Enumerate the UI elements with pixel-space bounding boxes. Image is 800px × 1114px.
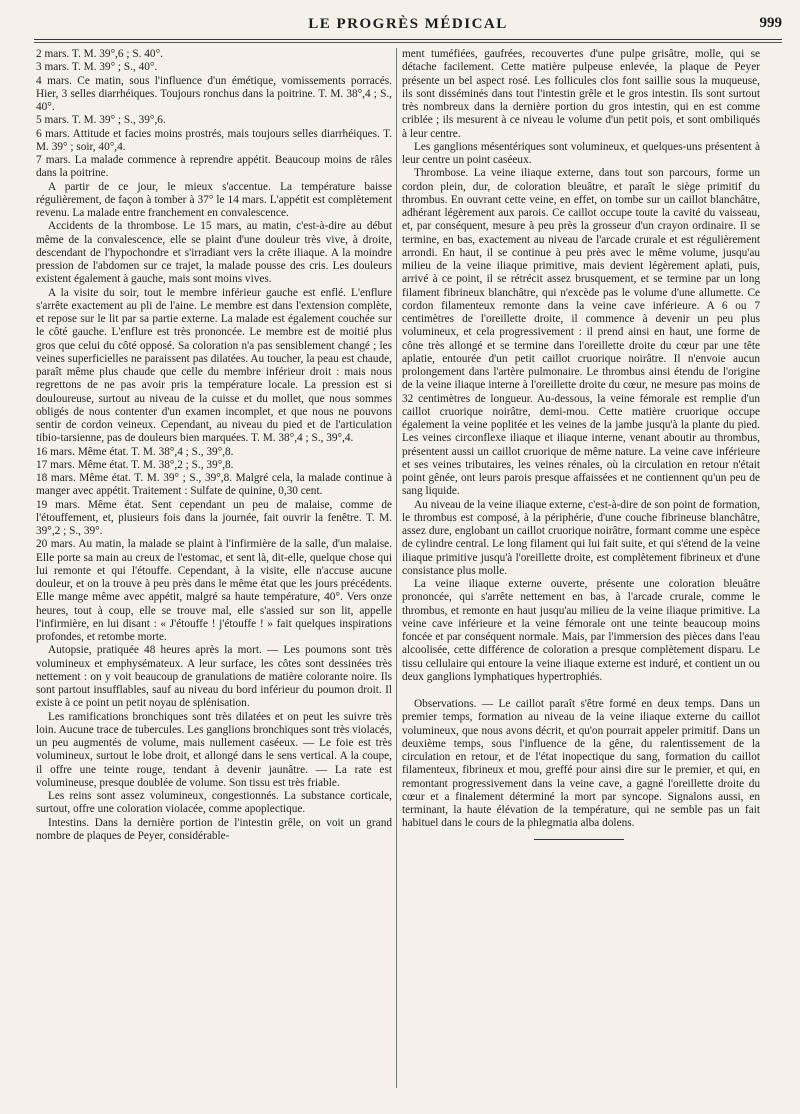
header-rule-thin [34,42,782,43]
paragraph: Autopsie, pratiquée 48 heures après la mort. — Les poumons sont très volumineux et emphysémateux. A leur surface, les côtes sont dessinées très nettement : on y voit beaucoup de granulations de matière colorante noire. Ils sont partout insufflables, sauf au niveau du bord inférieur du poumon droit. Il existe à ce point un petit noyau de splénisation. [36,644,392,710]
paragraph: 6 mars. Attitude et facies moins prostrés, mais toujours selles diarrhéiques. T. M. 39° ; soir, 40°,4. [36,127,392,153]
paragraph: 7 mars. La malade commence à reprendre appétit. Beaucoup moins de râles dans la poitrine. [36,154,392,180]
running-title: LE PROGRÈS MÉDICAL [308,15,508,32]
paragraph: Les ganglions mésentériques sont volumineux, et quelques-uns présentent à leur centre un point caséeux. [402,140,760,166]
paragraph: Intestins. Dans la dernière portion de l'intestin grêle, on voit un grand nombre de plaques de Peyer, considérable- [36,816,392,842]
paragraph: 5 mars. T. M. 39° ; S., 39°,6. [36,114,166,127]
paragraph: ment tuméfiées, gaufrées, recouvertes d'une pulpe grisâtre, molle, qui se détache facilement. Cette matière pulpeuse enlevée, la plaque de Peyer présente un bel aspect rosé. Les follicules clos font saillie sous la muqueuse, ils sont disséminés dans tout l'intestin grêle et le gros intestin. Ils sont surtout très nombreux dans la dernière portion du gros intestin, qui en est comme criblée ; ils mesurent à ce niveau le volume d'un petit pois, et sont ombiliqués à leur centre. [402,48,760,140]
paragraph: 16 mars. Même état. T. M. 38°,4 ; S., 39°,8. [36,445,234,458]
paragraph: 19 mars. Même état. Sent cependant un peu de malaise, comme de l'étouffement, et, plusieurs fois dans la journée, fait ouvrir la fenêtre. T. M. 39°,2 ; S., 39°. [36,498,392,537]
paragraph: A la visite du soir, tout le membre inférieur gauche est enflé. L'enflure s'arrête exactement au pli de l'aine. Le membre est dans l'extension complète, et repose sur le lit par sa partie externe. La malade est également couchée sur le côté gauche. L'enflure est très prononcée. Le membre est de moitié plus gros que celui du côté opposé. Sa coloration n'a pas sensiblement changé ; les veines superficielles ne paraissent pas dilatées. Au toucher, la peau est chaude, paraît même plus chaude que celle du membre inférieur droit : mais nous regrettons de ne pas avoir pris la température locale. La pression est si douloureuse, surtout au niveau de la cuisse et du mollet, que nous sommes obligés de nous contenter d'un examen incomplet, et que nous ne pouvons sentir de cordon veineux. Cependant, au niveau du pied et de l'articulation tibio-tarsienne, pas de douleurs bien marquées. T. M. 38°,4 ; S., 39°,4. [36,286,392,445]
paragraph: Thrombose. La veine iliaque externe, dans tout son parcours, forme un cordon plein, dur, de coloration bleuâtre, et paraît le siège primitif du thrombus. En ouvrant cette veine, en effet, on tombe sur un caillot blanchâtre, adhérant légèrement aux parois. Ce caillot occupe toute la cavité du vaisseau, et, par conséquent, mesure à peu près la grosseur d'un crayon ordinaire. Il se termine, en bas, exactement au niveau de l'arcade crurale et est régulièrement arrondi. En haut, il se continue à peu près avec le même volume, jusqu'au milieu de la veine iliaque primitive, mais devient légèrement aplati, puis, arrivé à ce point, il se rétrécit assez brusquement, et se termine par un long filament fibrineux blanchâtre, qui n'excède pas le volume d'une allumette. Ce cordon filamenteux remonte dans la veine cave inférieure. A 6 ou 7 centimètres de l'oreillette droite, il commence à devenir un peu plus volumineux, et cela progressivement : il prend ainsi en haut, une forme de cône très allongé et se termine dans l'oreillette droite du cœur par une tête aplatie, entourée d'un petit caillot cruorique noirâtre. Il n'envoie aucun prolongement dans l'artère pulmonaire. Le thrombus ainsi étendu de l'origine de la veine iliaque interne à l'oreillette droite du cœur, ne mesure pas moins de 32 centimètres de longueur. Au-dessous, la veine fémorale est remplie d'un caillot cruorique noirâtre, demi-mou. Cette matière cruorique occupe également la veine poplitée et les veines de la jambe jusqu'à la plante du pied. Les veines circonflexe iliaque et iliaque interne, venant aboutir au thrombus, présentent aussi un caillot cruorique de même nature. La veine cave inférieure et ses veines tributaires, les veines rénales, où la circulation en retour n'était point gênée, ont leurs parois presque affaissées et ne contiennent qu'un peu de sang liquide. [402,167,760,498]
paragraph: Accidents de la thrombose. Le 15 mars, au matin, c'est-à-dire au début même de la convalescence, elle se plaint d'une douleur très vive, à droite, descendant de l'hypochondre et s'irradiant vers la crête iliaque. A la moindre pression de l'abdomen sur ce trajet, la malade pousse des cris. Les douleurs existent également à gauche, mais sont moins vives. [36,220,392,286]
paragraph: 4 mars. Ce matin, sous l'influence d'un émétique, vomissements porracés. Hier, 3 selles diarrhéiques. Toujours ronchus dans la poitrine. T. M. 38°,4 ; S., 40°. [36,74,392,113]
header-rule [34,39,782,40]
paragraph: 18 mars. Même état. T. M. 39° ; S., 39°,8. Malgré cela, la malade continue à manger avec appétit. Traitement : Sulfate de quinine, 0,30 cent. [36,472,392,498]
page-number: 999 [759,15,782,31]
page-header [34,14,782,34]
paragraph: La veine iliaque externe ouverte, présente une coloration bleuâtre prononcée, qui s'arrête nettement en bas, à l'arcade crurale, comme le thrombus, et remonte en haut jusqu'au milieu de la veine iliaque primitive. La veine cave inférieure et la veine fémorale ont une teinte beaucoup moins foncée et par conséquent normale. Mais, par l'immersion des pièces dans l'eau alcoolisée, cette différence de coloration a presque complètement disparu. Le tissu cellulaire qui entoure la veine iliaque externe est induré, et contient un ou deux ganglions lymphatiques hypertrophiés. [402,578,760,683]
paragraph: 2 mars. T. M. 39°,6 ; S. 40°. [36,48,163,60]
right-column [402,48,760,831]
left-column [36,48,392,843]
column-rule [396,48,397,1088]
paragraph: 17 mars. Même état. T. M. 38°,2 ; S., 39°,8. [36,458,234,471]
paragraph: A partir de ce jour, le mieux s'accentue. La température baisse régulièrement, de façon à tomber à 37° le 14 mars. L'appétit est complètement revenu. La malade entre franchement en convalescence. [36,180,392,219]
paragraph: Les reins sont assez volumineux, congestionnés. La substance corticale, surtout, offre une coloration violacée, comme apoplectique. [36,790,392,816]
observations-paragraph: Observations. — Le caillot paraît s'être formé en deux temps. Dans un premier temps, formation au niveau de la veine iliaque externe du caillot volumineux, que nous avons décrit, et qu'on pourrait appeler primitif. Dans un deuxième temps, sous l'influence de la gêne, du ralentissement de la circulation en retour, et de l'état inopectique du sang, formation du caillot filamenteux, fibrineux et mou, greffé pour ainsi dire sur le premier, et qui, en remontant progressivement dans la veine cave, a gagné l'oreillette droite du cœur et a finalement déterminé la mort par syncope. Signalons aussi, en terminant, la haute élévation de la température, qui ne semble pas un fait habituel dans le cours de la phlegmatia alba dolens. [402,698,760,830]
paragraph: Les ramifications bronchiques sont très dilatées et on peut les suivre très loin. Aucune trace de tubercules. Les ganglions bronchiques sont très violacés, un peu augmentés de volume, mais nullement caséeux. — Le foie est très volumineux, surtout le lobe droit, et allongé dans le sens vertical. A la coupe, il offre une teinte rouge, tendant à devenir jaunâtre. — La rate est volumineuse, presque doublée de volume. Son tissu est très friable. [36,710,392,789]
paragraph: 20 mars. Au matin, la malade se plaint à l'infirmière de la salle, d'un malaise. Elle porte sa main au creux de l'estomac, et sent là, dit-elle, quelque chose qui lui remonte et qui l'étouffe. Cependant, à la visite, elle n'accuse aucune douleur, et on la trouve à peu près dans le même état que les jours précédents. Elle mange même avec appétit, malgré sa haute température, 40°. Vers onze heures, tout à coup, elle se trouve mal, elle s'assied sur son lit, appelle l'infirmière, en lui disant : « J'étouffe ! j'étouffe ! » fait quelques inspirations profondes, et retombe morte. [36,538,392,643]
paragraph: 3 mars. T. M. 39° ; S., 40°. [36,61,158,74]
end-rule [534,839,624,840]
paragraph: Au niveau de la veine iliaque externe, c'est-à-dire de son point de formation, le thrombus est composé, à la périphérie, d'une couche fibrineuse blanchâtre, assez dure, englobant un caillot cruorique noirâtre, formant comme une espèce de cylindre central. Le long filament qui lui fait suite, et qui s'étend de la veine iliaque primitive jusqu'à l'oreillette droite, est complètement fibrineux et d'une consistance plus molle. [402,498,760,577]
